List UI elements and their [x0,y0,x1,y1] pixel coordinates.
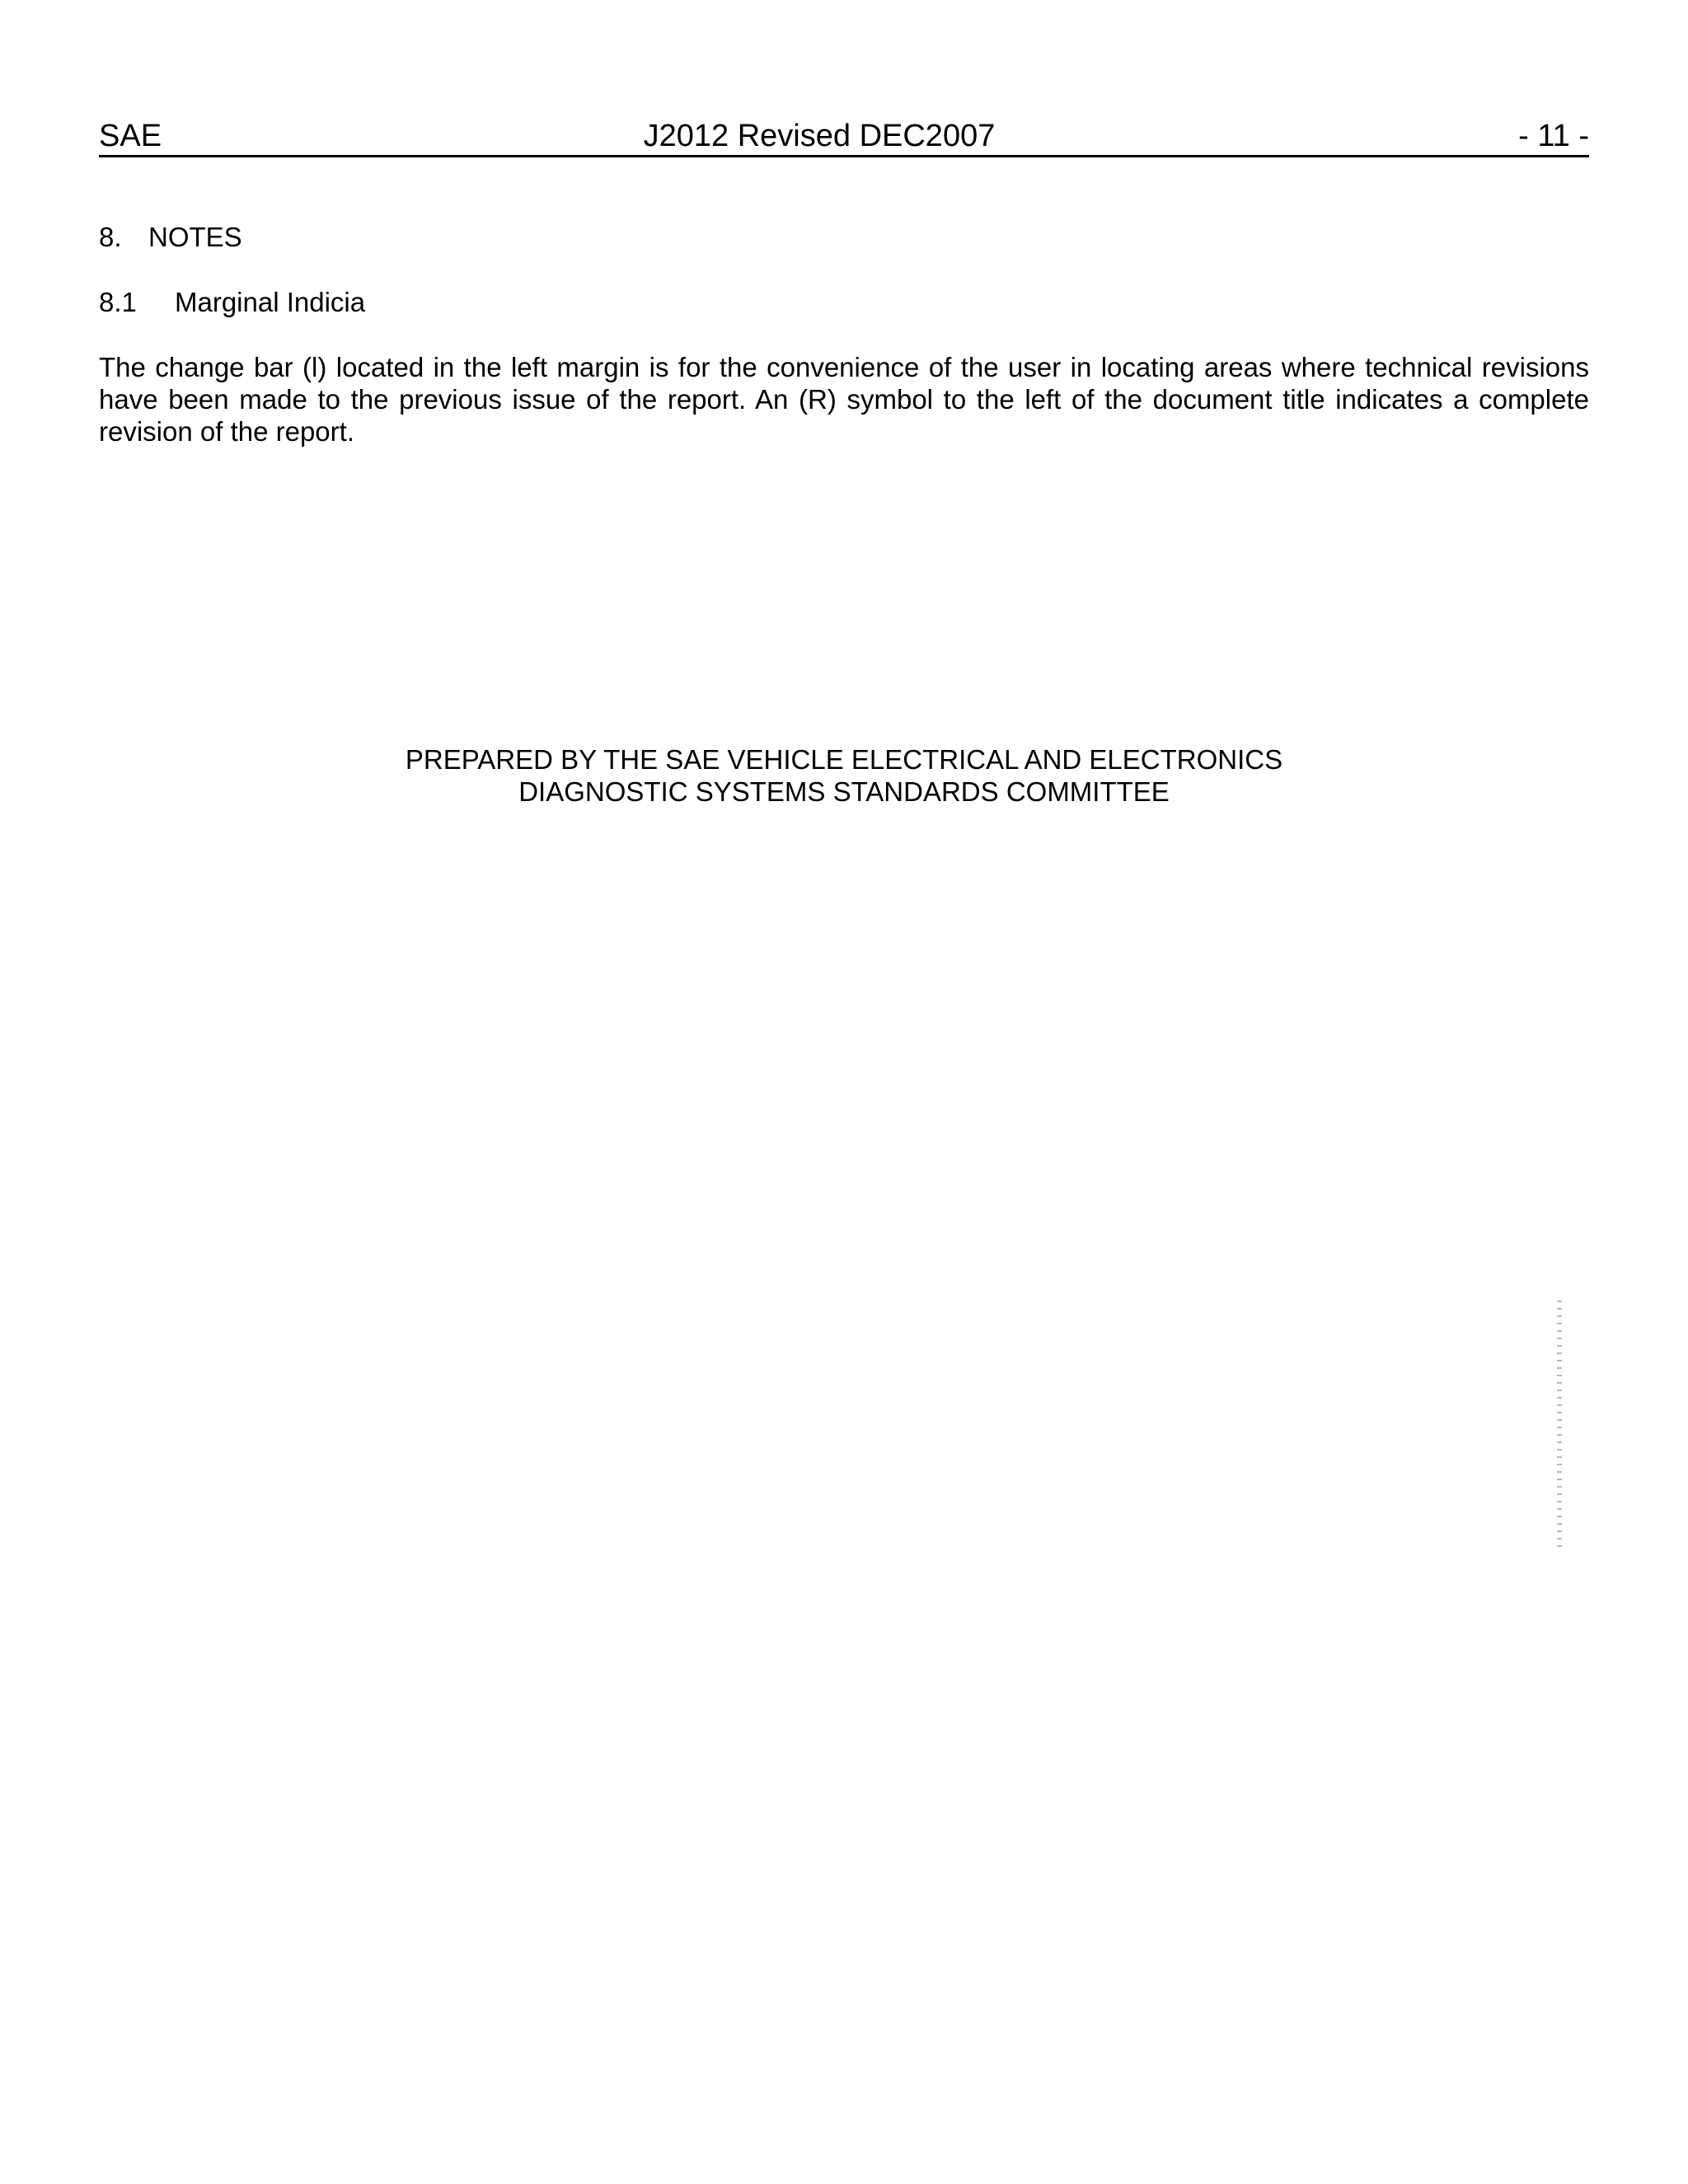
header-org: SAE [99,119,162,153]
header-page-number: - 11 - [1518,119,1589,153]
prepared-by-block [0,743,1688,808]
section-number: 8. [99,222,122,252]
section-number: 8.1 [99,287,137,317]
margin-dot-marks [1557,1301,1562,1548]
section-title: NOTES [148,222,242,252]
section-heading-8 [99,221,242,254]
prepared-by-line-1: PREPARED BY THE SAE VEHICLE ELECTRICAL AND ELECTRONICS [405,744,1283,775]
body-paragraph: The change bar (l) located in the left margin is for the convenience of the user in locating areas where technical revisions have been made to the previous issue of the report. An (R) symbol to the left of the document title indicates a complete revision of the report. [99,352,1589,447]
section-title: Marginal Indicia [175,287,366,317]
section-heading-8-1 [99,286,365,319]
header-doc-id: J2012 Revised DEC2007 [643,119,996,153]
prepared-by-line-2: DIAGNOSTIC SYSTEMS STANDARDS COMMITTEE [518,776,1170,807]
page-header [99,117,1589,157]
